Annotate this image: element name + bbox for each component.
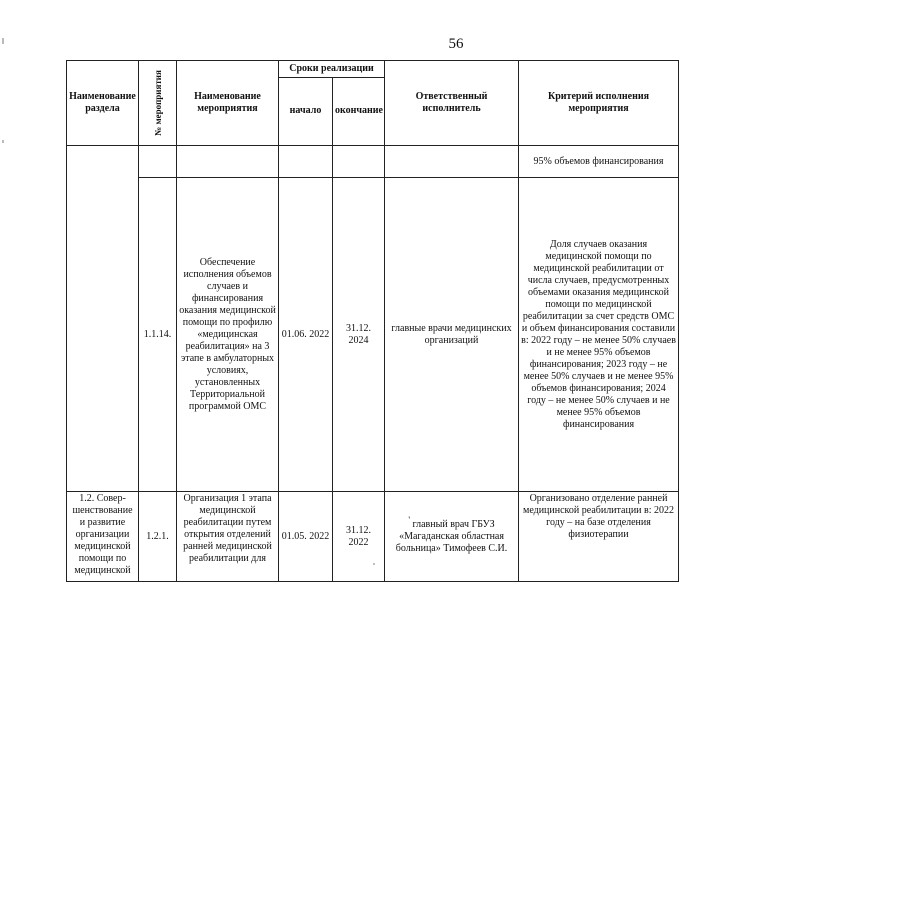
number-cell: 1.1.14.: [139, 178, 177, 492]
table-row: [67, 492, 679, 582]
event-cell: [177, 146, 279, 178]
criterion-cell: 95% объемов финансирования: [519, 146, 679, 178]
col-event-header: Наименование мероприятия: [177, 61, 279, 146]
end-cell: [333, 146, 385, 178]
number-cell: [139, 146, 177, 178]
plan-table: [66, 60, 679, 582]
responsible-cell: ' главный врач ГБУЗ «Магаданская областная больница» Тимофеев С.И.: [385, 492, 519, 582]
col-responsible-header: Ответственный исполнитель: [385, 61, 519, 146]
scan-speck: [373, 563, 375, 565]
table-row: [67, 146, 679, 178]
header-row: [67, 61, 679, 78]
col-number-header: № мероприятия: [139, 61, 177, 146]
col-deadlines-header: Сроки реализации: [279, 61, 385, 78]
criterion-cell: Организовано отделение ранней медицинской реабилитации в: 2022 году – на базе отделения физиотерапии: [519, 492, 679, 582]
col-section-header: Наименование раздела: [67, 61, 139, 146]
end-cell: 31.12. 2022: [333, 492, 385, 582]
col-start-header: начало: [279, 77, 333, 145]
start-cell: 01.06. 2022: [279, 178, 333, 492]
page-number: 56: [448, 36, 464, 52]
start-cell: 01.05. 2022: [279, 492, 333, 582]
table-row: [67, 178, 679, 492]
scan-mark: [2, 140, 4, 143]
responsible-cell: главные врачи медицинских организаций: [385, 178, 519, 492]
start-cell: [279, 146, 333, 178]
event-cell: Обеспечение исполнения объемов случаев и финансирования оказания медицинской помощи по профилю «медицинская реабилитация» на 3 этапе в амбулаторных условиях, установленных Территориальной программой ОМС: [177, 178, 279, 492]
end-cell: 31.12. 2024: [333, 178, 385, 492]
col-end-header: окончание: [333, 77, 385, 145]
col-criterion-header: Критерий исполнения мероприятия: [519, 61, 679, 146]
number-cell: 1.2.1.: [139, 492, 177, 582]
section-cell: 1.2. Совер-шенствование и развитие организации медицинской помощи по медицинской: [67, 492, 139, 582]
event-cell: Организация 1 этапа медицинской реабилитации путем открытия отделений ранней медицинской реабилитации для: [177, 492, 279, 582]
criterion-cell: Доля случаев оказания медицинской помощи по медицинской реабилитации от числа случаев, предусмотренных объемами оказания медицинской помощи по медицинской реабилитации за счет средств ОМС и объем финансирования составили в: 2022 году – не менее 50% случаев и не менее 95% объемов финансирования; 2023 году – не менее 50% случаев и не менее 95% объемов финансирования; 2024 году – не менее 50% случаев и не менее 95% объемов финансирования: [519, 178, 679, 492]
section-cell: [67, 146, 139, 492]
responsible-cell: [385, 146, 519, 178]
